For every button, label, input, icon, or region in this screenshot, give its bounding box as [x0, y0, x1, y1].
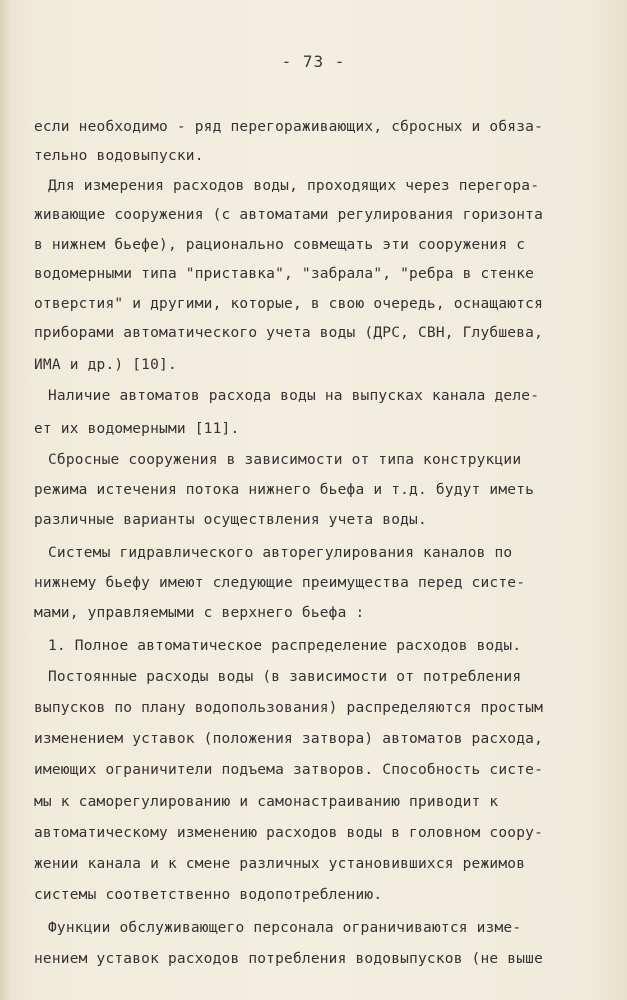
text-line: системы соответственно водопотреблению. — [34, 887, 383, 903]
text-line: 1. Полное автоматическое распределение расходов воды. — [48, 638, 522, 654]
text-line: тельно водовыпуски. — [34, 148, 204, 164]
text-line: изменением уставок (положения затвора) автоматов расхода, — [34, 731, 543, 747]
text-line: в нижнем бьефе), рационально совмещать эти сооружения с — [34, 237, 526, 253]
text-line: автоматическому изменению расходов воды в головном соору- — [34, 825, 543, 841]
text-line: Для измерения расходов воды, проходящих через перегора- — [48, 178, 540, 194]
text-line: ИМА и др.) [10]. — [34, 357, 177, 373]
text-line: приборами автоматического учета воды (ДРС, СВН, Глубшева, — [34, 325, 543, 341]
text-line: имеющих ограничители подъема затворов. Способность систе- — [34, 762, 543, 778]
text-line: Наличие автоматов расхода воды на выпусках канала деле- — [48, 388, 540, 404]
text-line: отверстия" и другими, которые, в свою очередь, оснащаются — [34, 296, 543, 312]
text-line: различные варианты осуществления учета воды. — [34, 512, 427, 528]
text-line: мы к саморегулированию и самонастраиванию приводит к — [34, 794, 499, 810]
text-line: Системы гидравлического авторегулирования каналов по — [48, 545, 513, 561]
text-line: Постоянные расходы воды (в зависимости от потребления — [48, 669, 522, 685]
text-line: выпусков по плану водопользования) распределяются простым — [34, 700, 543, 716]
text-line: жении канала и к смене различных установившихся режимов — [34, 856, 526, 872]
text-line: нением уставок расходов потребления водовыпусков (не выше — [34, 951, 543, 967]
text-line: если необходимо - ряд перегораживающих, сбросных и обяза- — [34, 119, 543, 135]
text-line: ет их водомерными [11]. — [34, 421, 240, 437]
text-line: Функции обслуживающего персонала ограничиваются изме- — [48, 920, 522, 936]
page-number: - 73 - — [281, 52, 346, 71]
text-line: режима истечения потока нижнего бьефа и т.д. будут иметь — [34, 482, 535, 498]
page-binding-edge — [0, 0, 10, 1000]
text-line: живающие сооружения (с автоматами регулирования горизонта — [34, 207, 543, 223]
text-line: мами, управляемыми с верхнего бьефа : — [34, 605, 365, 621]
text-line: нижнему бьефу имеют следующие преимущества перед систе- — [34, 575, 526, 591]
text-line: водомерными типа "приставка", "забрала", "ребра в стенке — [34, 266, 535, 282]
text-line: Сбросные сооружения в зависимости от типа конструкции — [48, 452, 522, 468]
